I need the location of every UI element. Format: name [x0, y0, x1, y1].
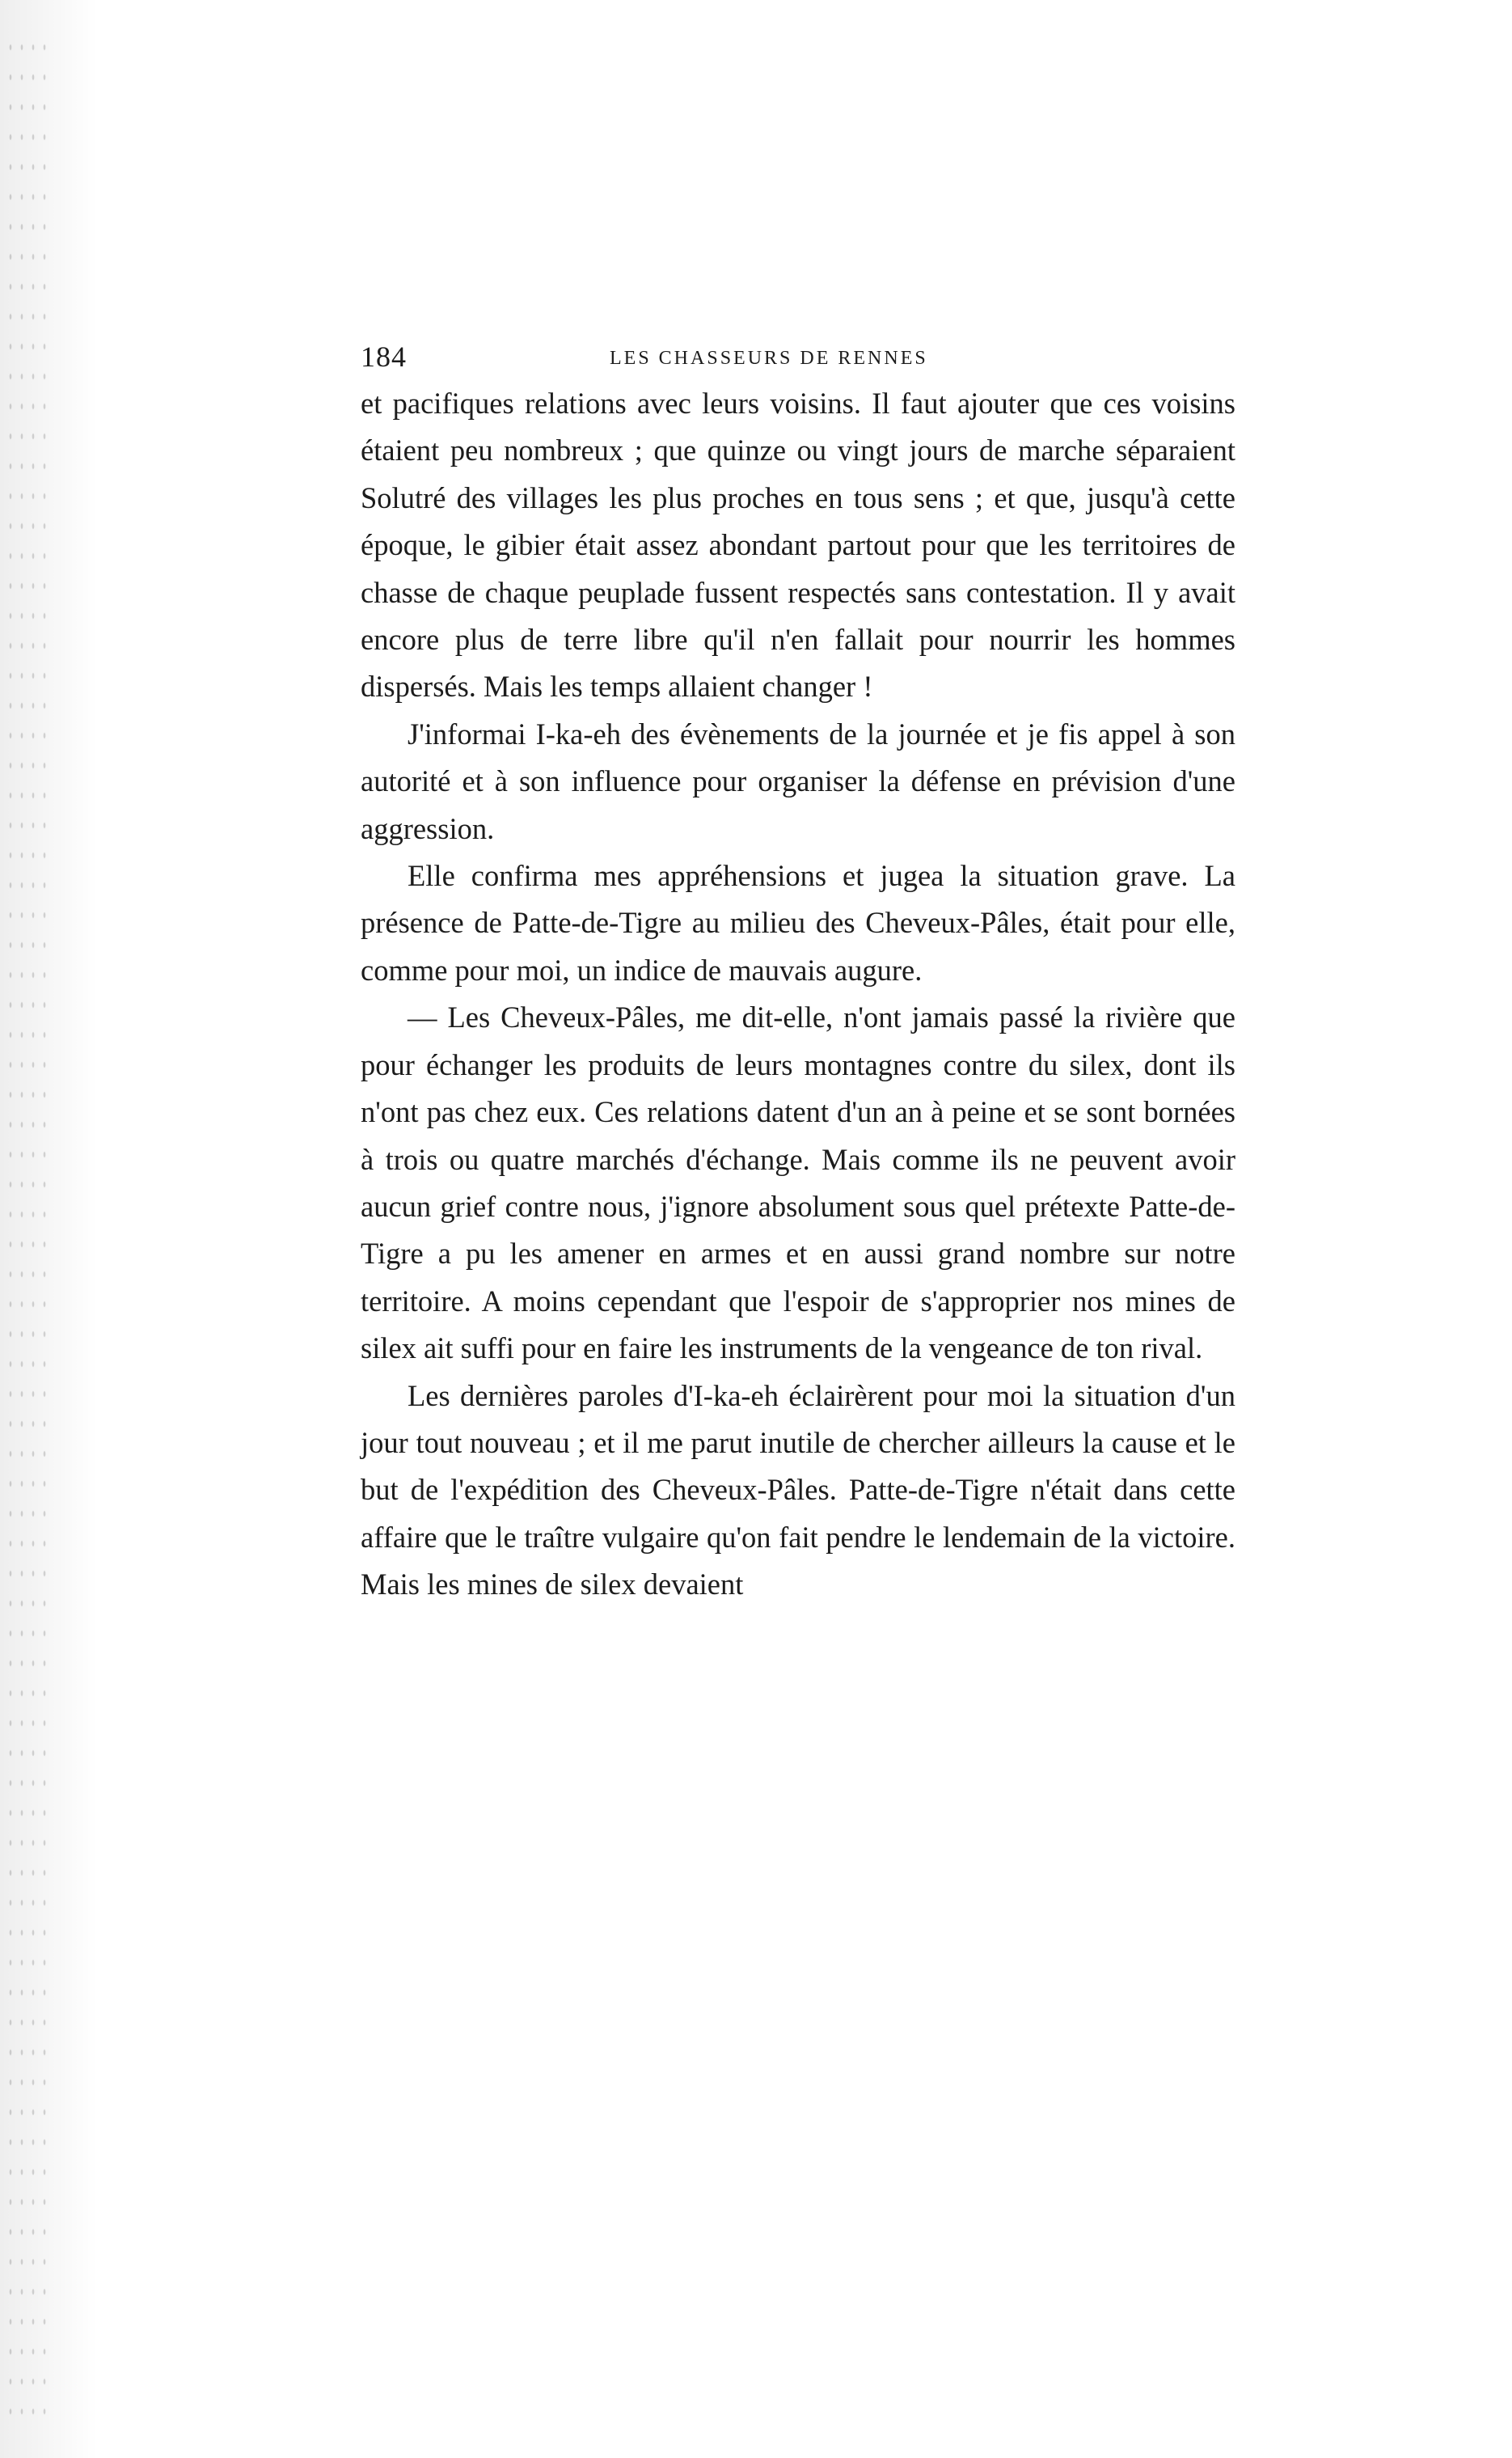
paragraph-continued: et pacifiques relations avec leurs voisins. Il faut ajouter que ces voisins étaient peu nombreux ; que quinze ou vingt jours de marche séparaient Solutré des villages les plus proches en tous sens ; et que, jusqu'à cette époque, le gibier était assez abondant partout pour que les territoires de chasse de chaque peuplade fussent respectés sans contestation. Il y avait encore plus de terre libre qu'il n'en fallait pour nourrir les hommes dispersés. Mais les temps allaient changer ! [361, 387, 1235, 704]
paragraph: J'informai I-ka-eh des évènements de la journée et je fis appel à son autorité et à son influence pour organiser la défense en prévision d'une aggression. [361, 717, 1235, 845]
paragraph: Elle confirma mes appréhensions et jugea la situation grave. La présence de Patte-de-Tigre au milieu des Cheveux-Pâles, était pour elle, comme pour moi, un indice de mauvais augure. [361, 859, 1235, 987]
running-title: LES CHASSEURS DE RENNES [610, 348, 928, 369]
scan-margin-specks [5, 32, 53, 2426]
paragraph: Les dernières paroles d'I-ka-eh éclairèrent pour moi la situation d'un jour tout nouveau ; et il me parut inutile de chercher ailleurs la cause et le but de l'expédition des Cheveux-Pâles. Patte-de-Tigre n'était dans cette affaire que le traître vulgaire qu'on fait pendre le lendemain de la victoire. Mais les mines de silex devaient [361, 1378, 1235, 1601]
paragraph-dialogue: — Les Cheveux-Pâles, me dit-elle, n'ont jamais passé la rivière que pour échanger les produits de leurs montagnes contre du silex, dont ils n'ont pas chez eux. Ces relations datent d'un an à peine et se sont bornées à trois ou quatre marchés d'échange. Mais comme ils ne peuvent avoir aucun grief contre nous, j'ignore absolument sous quel prétexte Patte-de-Tigre a pu les amener en armes et en aussi grand nombre sur notre territoire. A moins cependant que l'espoir de s'approprier nos mines de silex ait suffi pour en faire les instruments de la vengeance de ton rival. [361, 1001, 1235, 1365]
book-page [361, 340, 1235, 1609]
running-head [361, 340, 1235, 377]
body-text [361, 380, 1235, 1609]
page-number: 184 [361, 341, 407, 373]
